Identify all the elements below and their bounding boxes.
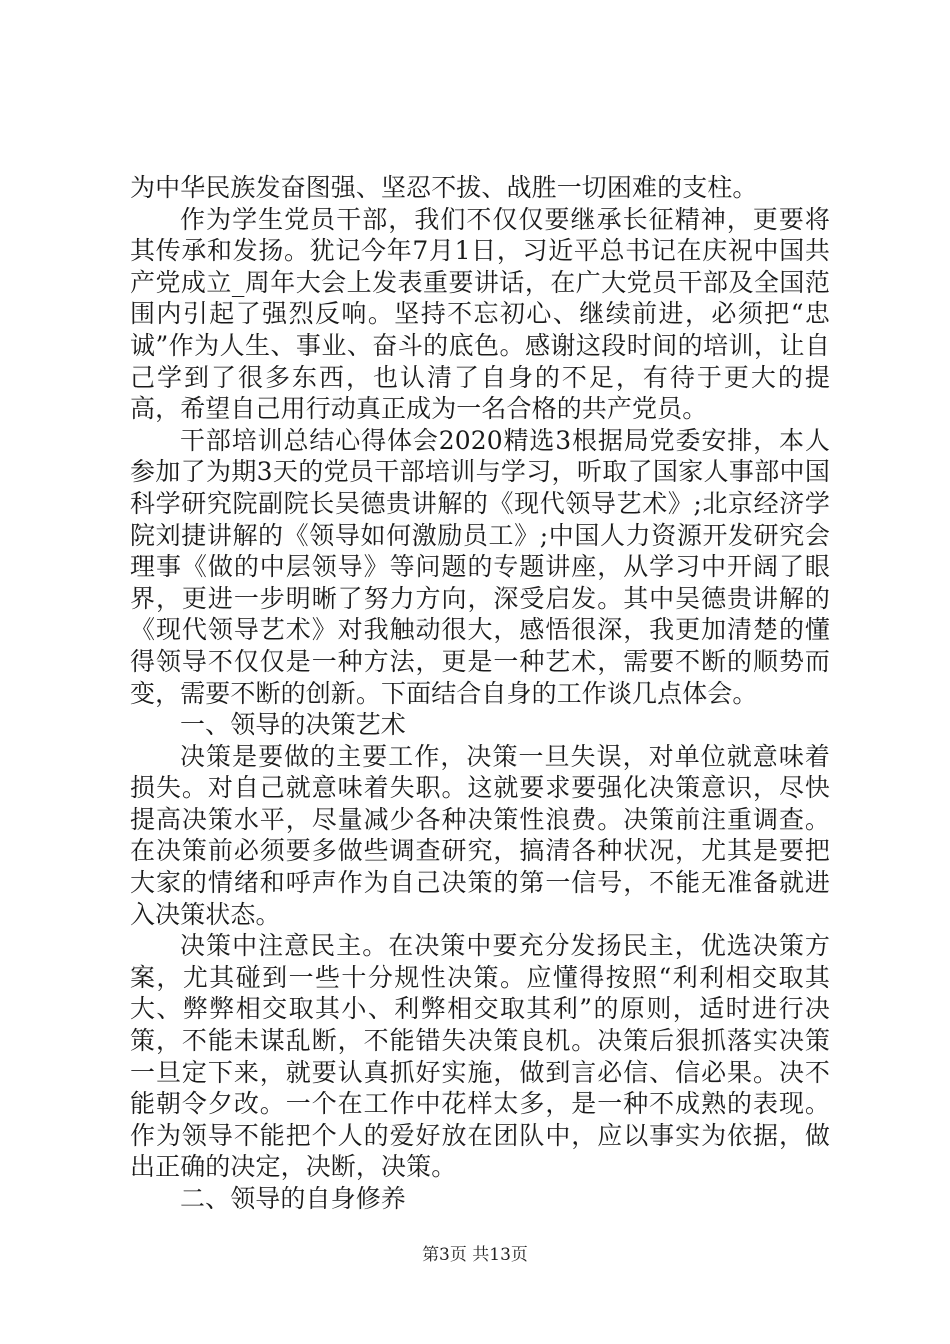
page-number-label: 第3页 共13页 bbox=[422, 1245, 528, 1265]
paragraph-5: 决策中注意民主。在决策中要充分发扬民主，优选决策方案，尤其碰到一些十分规性决策。应懂得按照“利利相交取其大、弊弊相交取其小、利弊相交取其利”的原则，适时进行决策，不能未谋乱断，不能错失决策良机。决策后狠抓落实决策一旦定下来，就要认真抓好实施，做到言必信、信必果。决不能朝令夕改。一个在工作中花样太多，是一种不成熟的表现。作为领导不能把个人的爱好放在团队中，应以事实为依据，做出正确的决定，决断，决策。 bbox=[130, 931, 830, 1182]
page-footer bbox=[0, 1240, 950, 1265]
paragraph-4: 决策是要做的主要工作，决策一旦失误，对单位就意味着损失。对自己就意味着失职。这就要求要强化决策意识，尽快提高决策水平，尽量减少各种决策性浪费。决策前注重调查。在决策前必须要多做些调查研究，搞清各种状况，尤其是要把大家的情绪和呼声作为自己决策的第一信号，不能无准备就进入决策状态。 bbox=[130, 741, 830, 929]
section-heading-2: 二、领导的自身修养 bbox=[180, 1184, 406, 1213]
document-body bbox=[130, 172, 830, 1215]
paragraph-2: 作为学生党员干部，我们不仅仅要继承长征精神，更要将其传承和发扬。犹记今年7月1日，习近平总书记在庆祝中国共产党成立_周年大会上发表重要讲话，在广大党员干部及全国范围内引起了强烈反响。坚持不忘初心、继续前进，必须把“忠诚”作为人生、事业、奋斗的底色。感谢这段时间的培训，让自己学到了很多东西，也认清了自身的不足，有待于更大的提高，希望自己用行动真正成为一名合格的共产党员。 bbox=[130, 204, 830, 424]
paragraph-3: 干部培训总结心得体会2020精选3根据局党委安排，本人参加了为期3天的党员干部培训与学习，听取了国家人事部中国科学研究院副院长吴德贵讲解的《现代领导艺术》;北京经济学院刘捷讲解的《领导如何激励员工》;中国人力资源开发研究会理事《做的中层领导》等问题的专题讲座，从学习中开阔了眼界，更进一步明晰了努力方向，深受启发。其中吴德贵讲解的《现代领导艺术》对我触动很大，感悟很深，我更加清楚的懂得领导不仅仅是一种方法，更是一种艺术，需要不断的顺势而变，需要不断的创新。下面结合自身的工作谈几点体会。 bbox=[130, 425, 830, 708]
section-heading-1: 一、领导的决策艺术 bbox=[180, 710, 406, 740]
paragraph-1: 为中华民族发奋图强、坚忍不拔、战胜一切困难的支柱。 bbox=[130, 173, 758, 202]
